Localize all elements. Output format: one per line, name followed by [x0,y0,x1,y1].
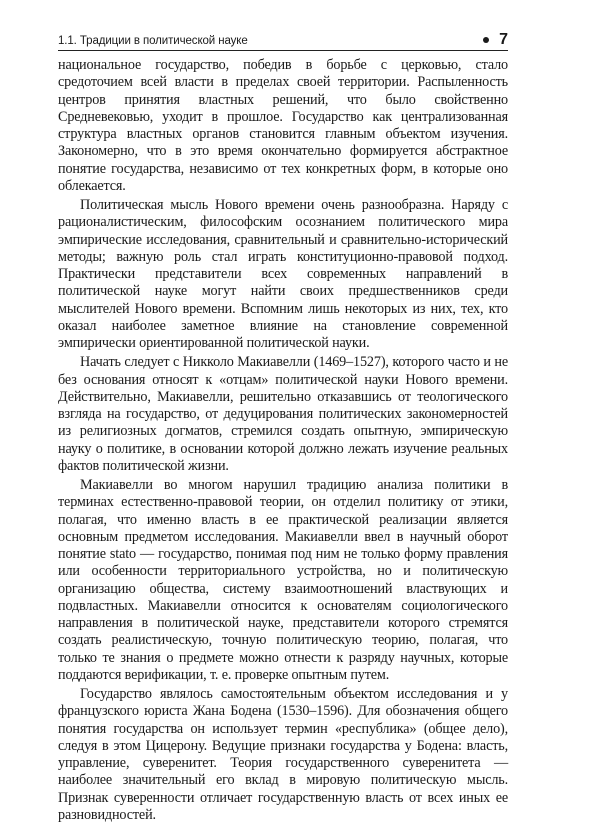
paragraph-4: Макиавелли во многом нарушил традицию анализа политики в терминах естественно-правовой теории, он отделил политику от этики, полагая, что именно власть в ее практической реализации является основным предметом исследования. Макиавелли ввел в научный оборот понятие stato — государство, понимая под ним не только форму правления или особенности территориального устройства, но и политическую организацию общества, систему взаимоотношений властвующих и подвластных. Макиавелли относится к основателям социологического направления в политической науке, представители которого стремятся создать реалистическую, точную политическую теорию, полагая, что только те знания о предмете можно отнести к разряду научных, которые поддаются верификации, т. е. проверке опытным путем. [58,477,508,683]
section-title: 1.1. Традиции в политической науке [58,35,248,47]
running-header [58,30,508,51]
paragraph-1: национальное государство, победив в борьбе с церковью, стало средоточием всей власти в пределах своей территории. Распыленность центров принятия властных решений, что было свойственно Средневековью, уходит в прошлое. Государство как централизованная структура властных органов становится главным объектом изучения. Закономерно, что в это время окончательно формируется абстрактное понятие государства, независимо от тех конкретных форм, в которые оно облекается. [58,57,508,194]
bullet-icon [483,37,489,43]
page-number: 7 [499,31,508,48]
paragraph-2: Политическая мысль Нового времени очень разнообразна. Наряду с рационалистическим, философским осознанием политического мира эмпирические исследования, сравнительный и сравнительно-исторический методы; важную роль стал играть конституционно-правовой подход. Практически представители всех современных направлений в политической науке могут найти своих предшественников среди мыслителей Нового времени. Вспомним лишь некоторых из них, тех, кто оказал наиболее заметное влияние на становление современной эмпирически ориентированной политической науки. [58,197,508,351]
paragraph-3: Начать следует с Никколо Макиавелли (1469–1527), которого часто и не без основания относят к «отцам» политической науки Нового времени. Действительно, Макиавелли, решительно отказавшись от теологического взгляда на государство, от дедуцирования политических закономерностей из религиозных догматов, стремился создать опытную, эмпирическую науку о политике, в основании которой должно лежать изучение реальных фактов политической жизни. [58,354,508,474]
body-text [58,57,508,826]
paragraph-5: Государство являлось самостоятельным объектом исследования и у французского юриста Жана Бодена (1530–1596). Для обозначения общего понятия государства он использует термин «республика» (общее дело), следуя в этом Цицерону. Ведущие признаки государства у Бодена: власть, управление, суверенитет. Теория государственного суверенитета — наиболее значительный его вклад в мировую политическую мысль. Признак суверенности отличает государственную власть от всех иных ее разновидностей. [58,686,508,823]
page-number-group [483,31,508,50]
